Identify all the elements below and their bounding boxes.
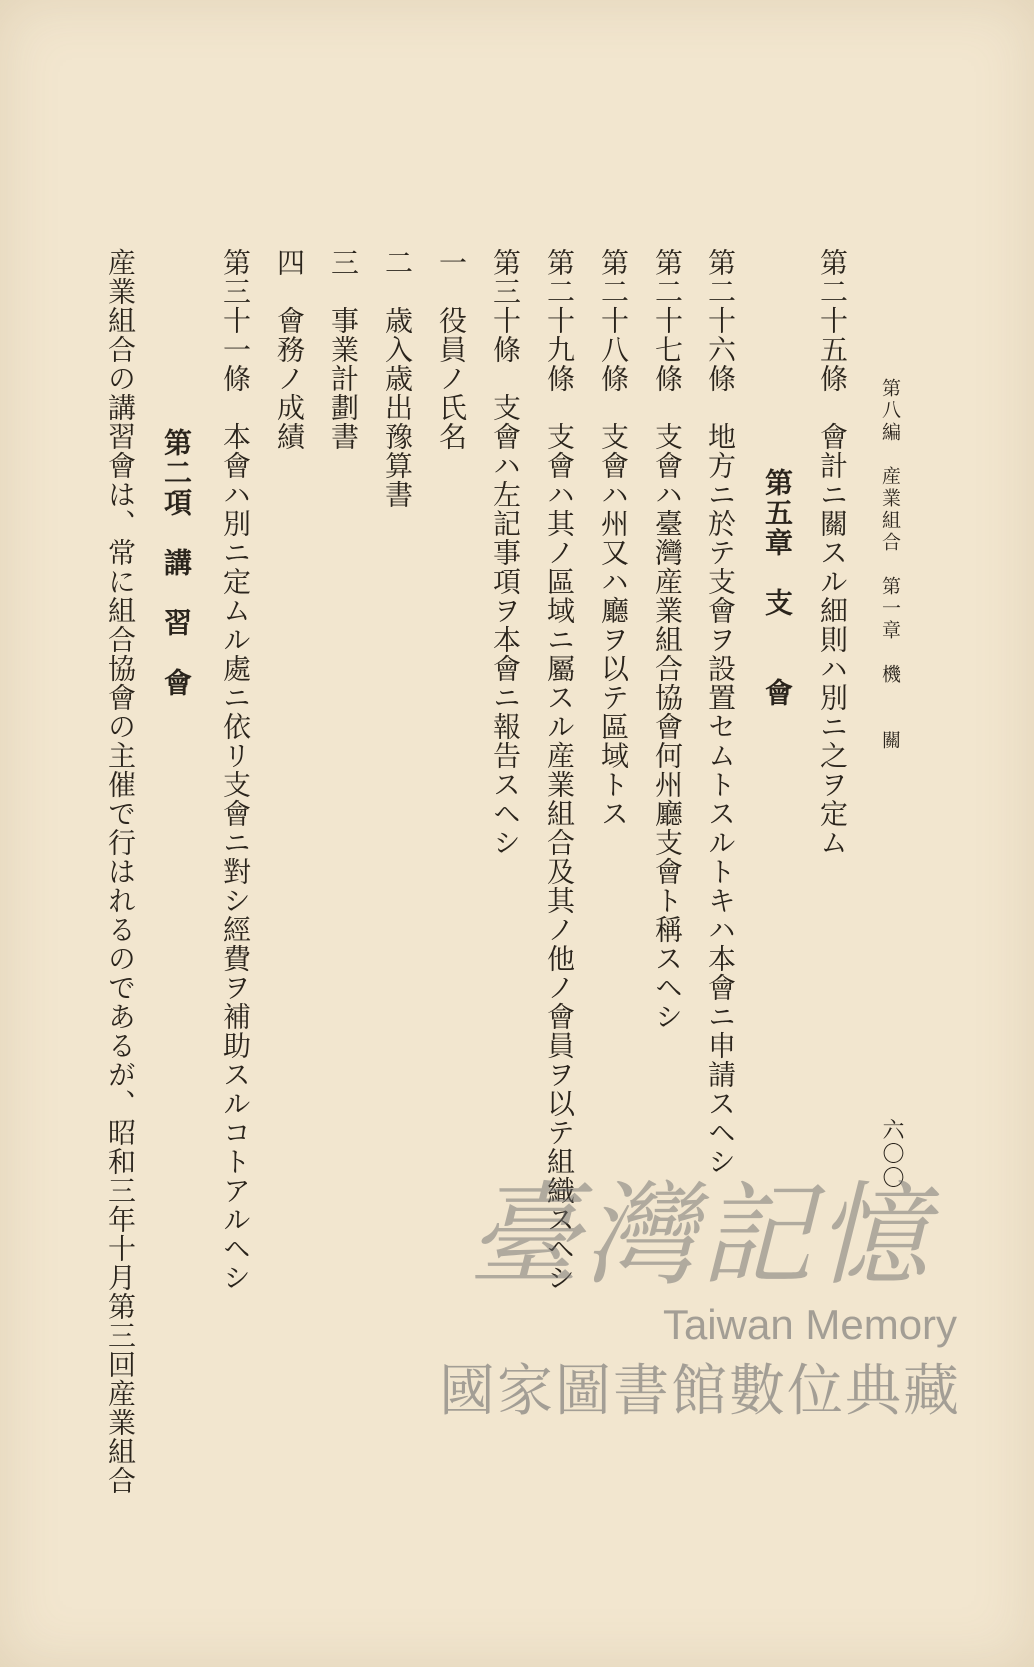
article-29: 第二十九條 支會ハ其ノ區域ニ屬スル産業組合及其ノ他ノ會員ヲ以テ組織スヘシ [543,248,576,1292]
article-27: 第二十七條 支會ハ臺灣産業組合協會何州廳支會ト稱スヘシ [651,248,684,1031]
section-heading: 第二項 講 習 會 [160,428,193,698]
article-31: 第三十一條 本會ハ別ニ定ムル處ニ依リ支會ニ對シ經費ヲ補助スルコトアルヘシ [219,248,252,1292]
watermark [420,1171,980,1555]
chapter-heading: 第五章 支 會 [761,468,794,708]
list-item-2: 二 歳入歳出豫算書 [381,248,414,509]
body-paragraph: 産業組合の講習會は、常に組合協會の主催で行はれるのであるが、昭和三年十月第三回産業組合 [104,248,137,1495]
article-26: 第二十六條 地方ニ於テ支會ヲ設置セムトスルトキハ本會ニ申請スヘシ [704,248,737,1176]
watermark-script: 臺灣記憶 [468,1171,932,1301]
page-number: 六〇〇 [879,1118,904,1190]
article-30: 第三十條 支會ハ左記事項ヲ本會ニ報告スヘシ [489,248,522,857]
list-item-4: 四 會務ノ成績 [273,248,306,451]
list-item-3: 三 事業計劃書 [327,248,360,451]
watermark-org: 國家圖書館數位典藏 [439,1359,961,1425]
watermark-english: Taiwan Memory [662,1301,958,1349]
article-25: 第二十五條 會計ニ關スル細則ハ別ニ之ヲ定ム [816,248,849,857]
running-head: 第八編 産業組合 第一章 機 關 [879,378,901,752]
list-item-1: 一 役員ノ氏名 [435,248,468,451]
article-28: 第二十八條 支會ハ州又ハ廳ヲ以テ區域トス [597,248,630,828]
